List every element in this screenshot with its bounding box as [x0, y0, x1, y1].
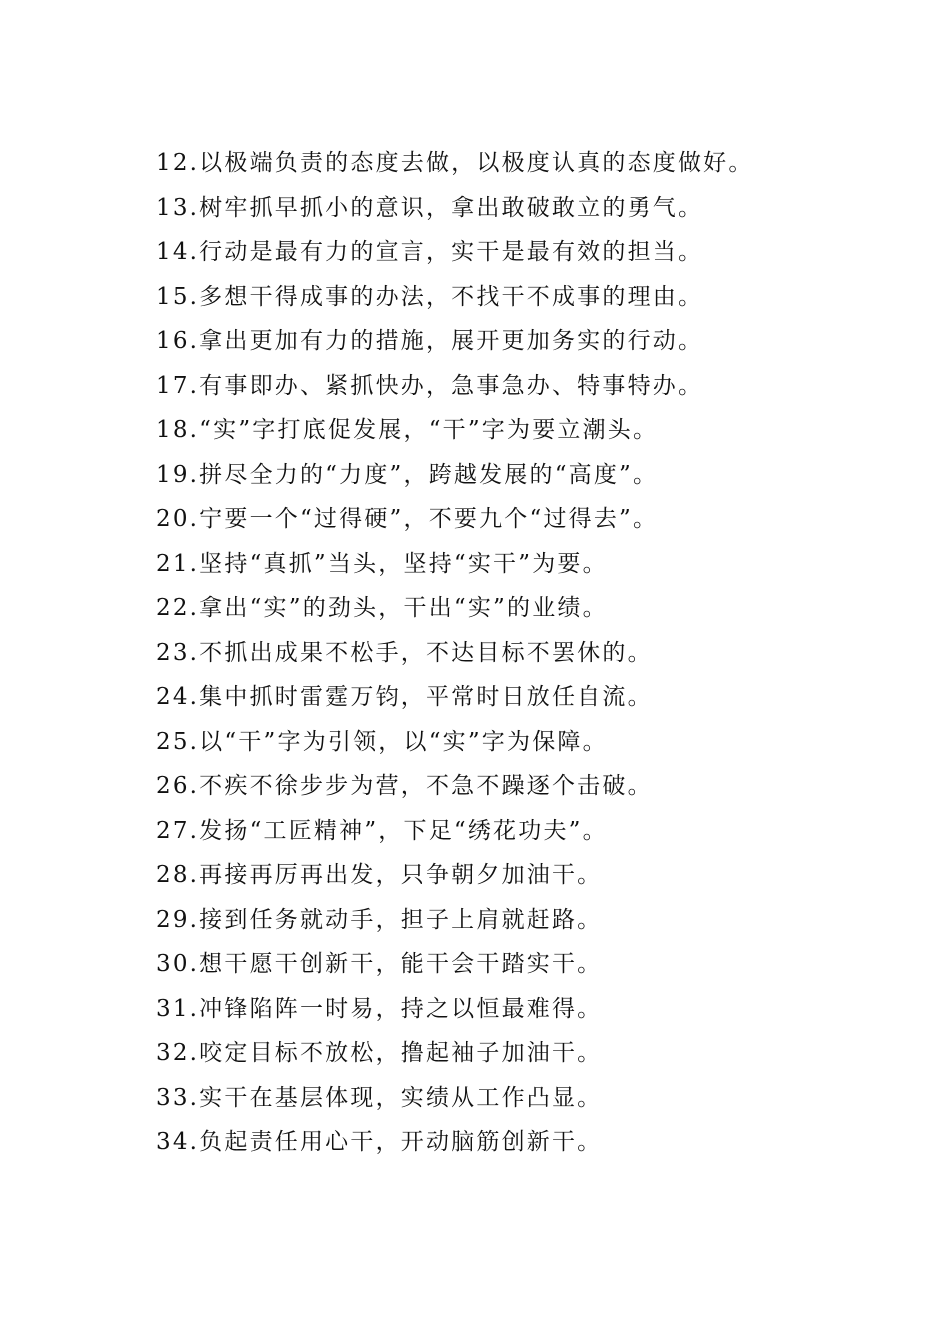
- list-item: 23.不抓出成果不松手，不达目标不罢休的。: [156, 639, 653, 666]
- list-item: 34.负起责任用心干，开动脑筋创新干。: [156, 1129, 603, 1155]
- list-item: 28.再接再厉再出发，只争朝夕加油干。: [156, 862, 603, 888]
- list-item: 12.以极端负责的态度去做，以极度认真的态度做好。: [156, 150, 754, 176]
- list-item: 31.冲锋陷阵一时易，持之以恒最难得。: [156, 995, 603, 1022]
- list-item: 24.集中抓时雷霆万钧，平常时日放任自流。: [156, 684, 653, 710]
- list-item: 21.坚持“真抓”当头，坚持“实干”为要。: [156, 550, 608, 577]
- list-item: 22.拿出“实”的劲头，干出“实”的业绩。: [156, 595, 608, 621]
- list-item: 33.实干在基层体现，实绩从工作凸显。: [156, 1084, 603, 1111]
- list-item: 19.拼尽全力的“力度”，跨越发展的“高度”。: [156, 461, 659, 488]
- list-item: 25.以“干”字为引领，以“实”字为保障。: [156, 728, 608, 755]
- list-item: 14.行动是最有力的宣言，实干是最有效的担当。: [156, 239, 704, 265]
- list-item: 27.发扬“工匠精神”，下足“绣花功夫”。: [156, 817, 608, 844]
- list-item: 20.宁要一个“过得硬”，不要九个“过得去”。: [156, 506, 659, 532]
- list-item: 29.接到任务就动手，担子上肩就赶路。: [156, 906, 603, 933]
- list-item: 30.想干愿干创新干，能干会干踏实干。: [156, 951, 603, 977]
- list-item: 26.不疾不徐步步为营，不急不躁逐个击破。: [156, 773, 653, 799]
- slogan-list: [156, 141, 876, 1165]
- list-item: 17.有事即办、紧抓快办，急事急办、特事特办。: [156, 372, 704, 399]
- list-item: 18.“实”字打底促发展，“干”字为要立潮头。: [156, 417, 659, 443]
- list-item: 13.树牢抓早抓小的意识，拿出敢破敢立的勇气。: [156, 194, 704, 221]
- list-item: 16.拿出更加有力的措施，展开更加务实的行动。: [156, 328, 704, 354]
- list-item: 32.咬定目标不放松，撸起袖子加油干。: [156, 1040, 603, 1066]
- list-item: 15.多想干得成事的办法，不找干不成事的理由。: [156, 283, 704, 310]
